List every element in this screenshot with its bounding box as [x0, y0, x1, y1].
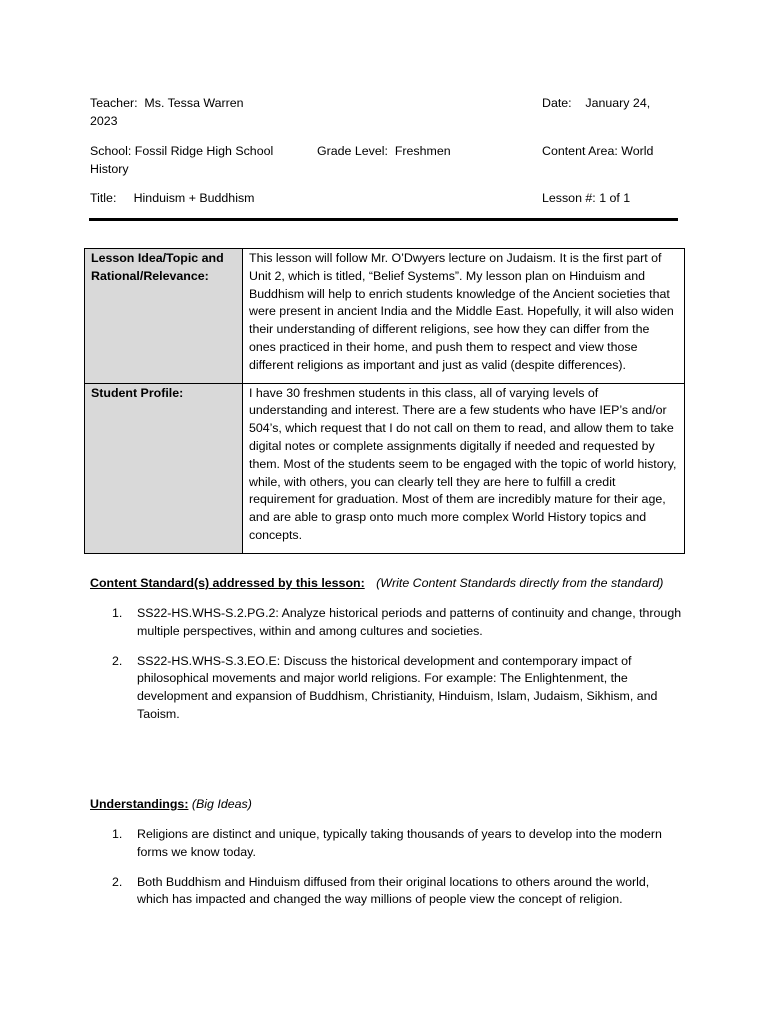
school-continuation: History	[90, 162, 129, 176]
content-label: Content Area:	[542, 144, 618, 158]
standards-list	[112, 605, 682, 736]
understandings-heading	[90, 795, 252, 813]
item-number: 2.	[112, 874, 123, 889]
table-row	[85, 249, 685, 384]
title-line	[90, 189, 254, 207]
item-text: SS22-HS.WHS-S.3.EO.E: Discuss the historical development and contemporary impact of philosophical movements and major world religions. For example: The Enlightenment, the development and expansion of Buddhism, Christianity, Hinduism, Islam, Judaism, Sikhism, and Taoism.	[137, 653, 658, 721]
header-divider	[89, 218, 678, 221]
date-label: Date:	[542, 96, 572, 110]
row-text: I have 30 freshmen students in this class, all of varying levels of understanding and interest. There are a few students who have IEP’s and/or 504’s, which request that I do not call on them to read, and allow them to take digital notes or complete assignments digitally if needed and requested by them. Most of the students seem to be engaged with the topic of world history, while, with others, you can clearly tell they are here to fulfill a credit requirement for graduation. Most of them are incredibly mature for their age, and are able to grasp onto much more complex World History topics and concepts.	[243, 383, 685, 553]
standards-note: (Write Content Standards directly from the standard)	[376, 576, 664, 590]
date-value: January 24,	[585, 96, 651, 110]
teacher-line	[90, 94, 244, 112]
lesson-value: 1 of 1	[599, 191, 631, 205]
teacher-label: Teacher:	[90, 96, 138, 110]
item-number: 2.	[112, 653, 123, 668]
title-value: Hinduism + Buddhism	[133, 191, 255, 205]
list-item	[112, 653, 682, 724]
lesson-label: Lesson #:	[542, 191, 596, 205]
title-label: Title:	[90, 191, 117, 205]
item-number: 1.	[112, 606, 123, 620]
grade-line	[317, 142, 451, 160]
lesson-number-line	[542, 189, 630, 207]
item-number: 1.	[112, 827, 123, 841]
school-name: Fossil Ridge High School	[134, 144, 274, 158]
content-value: World	[621, 144, 654, 158]
list-item	[112, 826, 682, 862]
date-year: 2023	[90, 114, 118, 128]
understandings-list	[112, 826, 682, 921]
row-label: Lesson Idea/Topic and Rational/Relevance:	[85, 249, 243, 384]
school-label: School:	[90, 144, 132, 158]
content-area-line	[542, 142, 653, 160]
row-label: Student Profile:	[85, 383, 243, 553]
item-text: Both Buddhism and Hinduism diffused from their original locations to others around the world, which has impacted and changed the way millions of people view the concept of religion.	[137, 874, 650, 907]
standards-title: Content Standard(s) addressed by this lesson:	[90, 576, 365, 590]
school-line	[90, 142, 273, 160]
list-item	[112, 605, 682, 641]
item-text: SS22-HS.WHS-S.2.PG.2: Analyze historical periods and patterns of continuity and change, through multiple perspectives, within and among cultures and societies.	[137, 606, 682, 638]
understandings-title: Understandings:	[90, 797, 189, 811]
grade-label: Grade Level:	[317, 144, 388, 158]
grade-value: Freshmen	[394, 144, 451, 158]
lesson-info-table	[84, 248, 685, 554]
date-line	[542, 94, 650, 112]
table-row	[85, 383, 685, 553]
item-text: Religions are distinct and unique, typically taking thousands of years to develop into the modern forms we know today.	[137, 827, 662, 859]
teacher-name: Ms. Tessa Warren	[144, 96, 244, 110]
row-text: This lesson will follow Mr. O’Dwyers lecture on Judaism. It is the first part of Unit 2, which is titled, “Belief Systems”. My lesson plan on Hinduism and Buddhism will help to enrich students knowledge of the Ancient societies that were present in ancient India and the Middle East. Hopefully, it will also widen their understanding of different religions, see how they can differ from the ones practiced in their home, and push them to respect and view those different religions as important and just as valid (despite differences).	[243, 249, 685, 384]
standards-heading	[90, 574, 663, 592]
list-item	[112, 874, 682, 910]
understandings-note: (Big Ideas)	[191, 797, 252, 811]
